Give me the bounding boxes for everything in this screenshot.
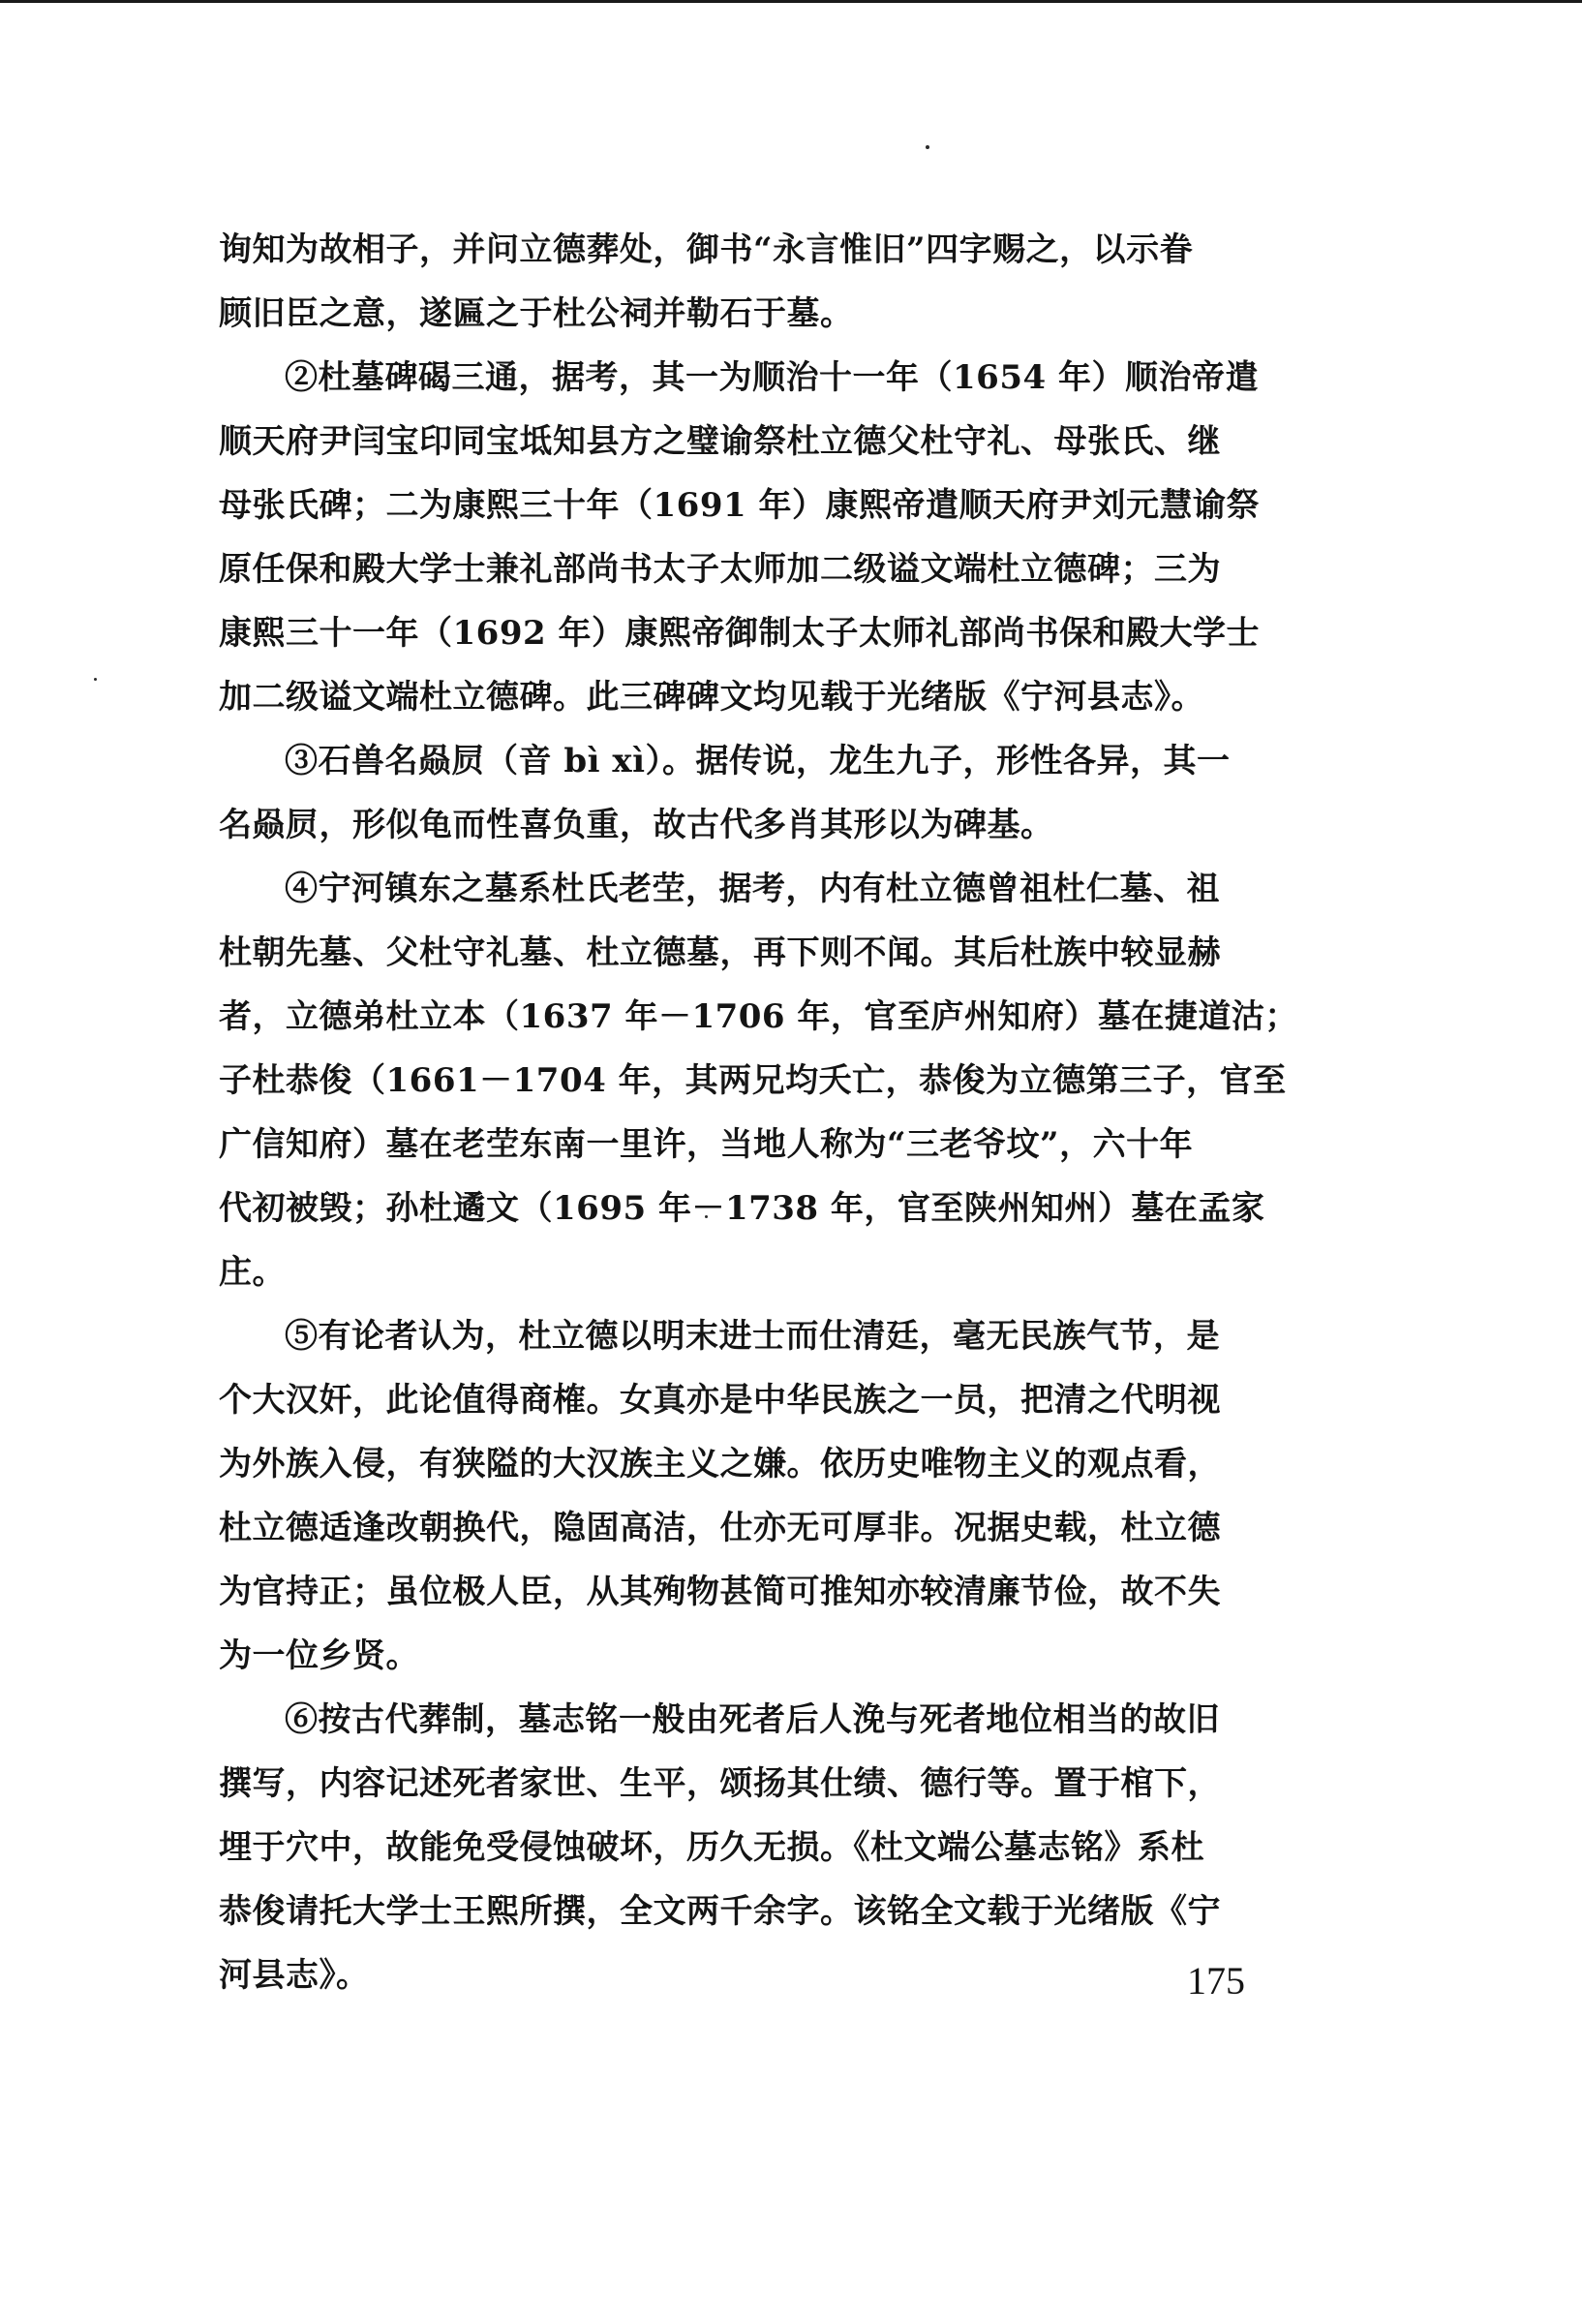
text-line: 为一位乡贤。 [219,1636,419,1675]
body-text [219,218,1303,2007]
text-line: ⑤有论者认为，杜立德以明末进士而仕清廷，毫无民族气节，是 [285,1317,1220,1356]
text-line: 加二级谥文端杜立德碑。此三碑碑文均见载于光绪版《宁河县志》。 [219,678,1204,717]
text-line: 杜朝先墓、父杜守礼墓、杜立德墓，再下则不闻。其后杜族中较显赫 [219,933,1221,972]
text-line: 顺天府尹闫宝印同宝坻知县方之璧谕祭杜立德父杜守礼、母张氏、继 [219,422,1221,461]
text-line: 子杜恭俊（1661－1704 年，其两兄均夭亡，恭俊为立德第三子，官至 [219,1061,1287,1100]
note-4 [219,857,1303,1304]
text-line: 杜立德适逢改朝换代，隐固高洁，仕亦无可厚非。况据史载，杜立德 [219,1509,1221,1547]
text-line: 顾旧臣之意，遂匾之于杜公祠并勒石于墓。 [219,294,854,333]
note-5 [219,1304,1303,1688]
scan-top-border [0,0,1582,3]
note-3 [219,729,1303,857]
scan-speck [926,145,929,149]
text-line: 者，立德弟杜立本（1637 年－1706 年，官至庐州知府）墓在捷道沽； [219,997,1298,1036]
page-number: 175 [1187,1959,1245,2003]
text-line: 撰写，内容记述死者家世、生平，颂扬其仕绩、德行等。置于棺下， [219,1764,1221,1803]
text-line: 母张氏碑；二为康熙三十年（1691 年）康熙帝遣顺天府尹刘元慧谕祭 [219,486,1260,525]
text-line: 庄。 [219,1253,286,1292]
note-2 [219,346,1303,729]
note-6 [219,1688,1303,2007]
text-line: 为官持正；虽位极人臣，从其殉物甚简可推知亦较清廉节俭，故不失 [219,1573,1221,1611]
scan-speck [94,678,97,681]
text-line: ③石兽名赑屃（音 bì xì）。据传说，龙生九子，形性各异，其一 [285,742,1231,780]
text-line: 原任保和殿大学士兼礼部尚书太子太师加二级谥文端杜立德碑；三为 [219,550,1221,589]
text-line: 为外族入侵，有狭隘的大汉族主义之嫌。依历史唯物主义的观点看， [219,1445,1221,1483]
text-line: 代初被毁；孙杜遹文（1695 年－1738 年，官至陕州知州）墓在孟家 [219,1189,1265,1228]
paragraph-continuation [219,218,1303,346]
text-line: ②杜墓碑碣三通，据考，其一为顺治十一年（1654 年）顺治帝遣 [285,358,1259,397]
text-line: 广信知府）墓在老茔东南一里许，当地人称为“三老爷坟”，六十年 [219,1125,1194,1164]
text-line: 名赑屃，形似龟而性喜负重，故古代多肖其形以为碑基。 [219,806,1054,844]
text-line: ④宁河镇东之墓系杜氏老茔，据考，内有杜立德曾祖杜仁墓、祖 [285,870,1220,908]
text-line: 河县志》。 [219,1956,370,1995]
text-line: 埋于穴中，故能免受侵蚀破坏，历久无损。《杜文端公墓志铭》系杜 [219,1828,1204,1867]
text-line: 康熙三十一年（1692 年）康熙帝御制太子太师礼部尚书保和殿大学士 [219,614,1260,653]
text-line: 恭俊请托大学士王熙所撰，全文两千余字。该铭全文载于光绪版《宁 [219,1892,1221,1931]
text-line: 个大汉奸，此论值得商榷。女真亦是中华民族之一员，把清之代明视 [219,1381,1221,1420]
text-line: 询知为故相子，并问立德葬处，御书“永言惟旧”四字赐之，以示眷 [219,230,1194,269]
text-line: ⑥按古代葬制，墓志铭一般由死者后人浼与死者地位相当的故旧 [285,1700,1220,1739]
